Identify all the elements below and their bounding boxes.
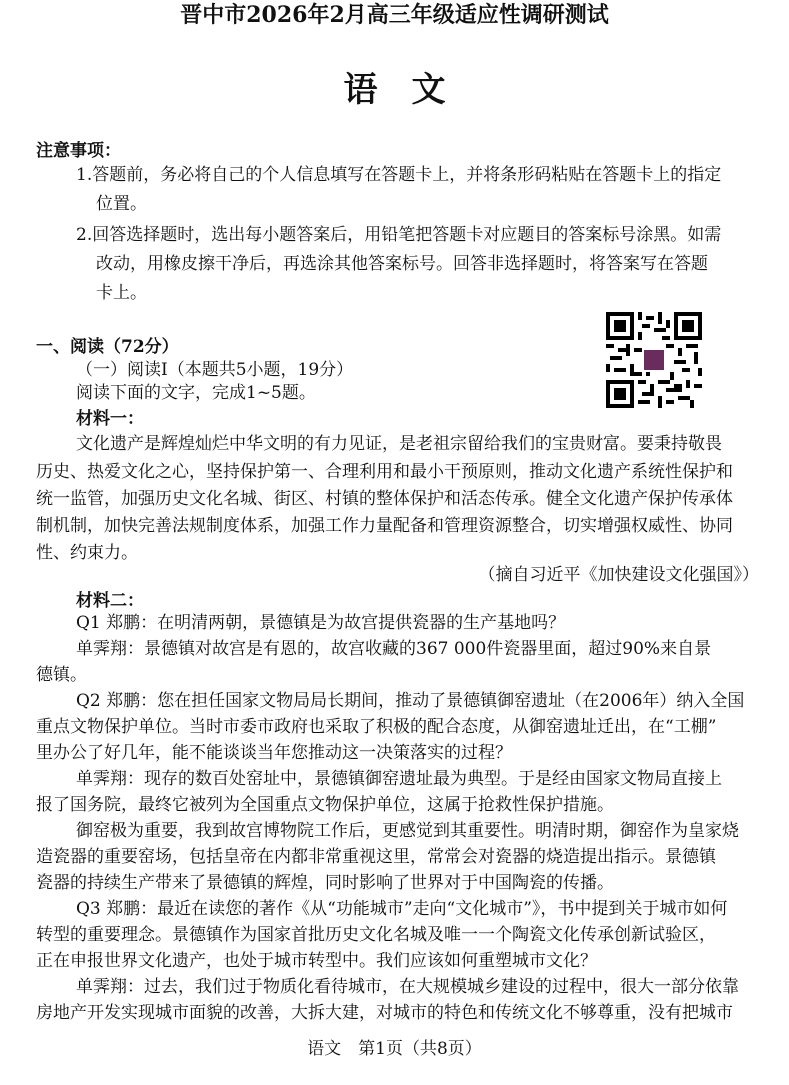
material2-title: 材料二：: [76, 591, 144, 611]
material2-line: 正在申报世界文化遗产，也处于城市转型中。我们应该如何重塑城市文化？: [36, 951, 597, 971]
material2-line: 里办公了好几年，能不能谈谈当年您推动这一决策落实的过程？: [36, 743, 512, 763]
material1-title: 材料一：: [76, 409, 144, 429]
qr-logo: [644, 350, 664, 370]
material2-line: 造瓷器的重要窑场，包括皇帝在内都非常重视这里，常常会对瓷器的烧造提出指示。景德镇: [36, 847, 716, 867]
material1-line: 性、约束力。: [36, 543, 138, 563]
material2-line: 重点文物保护单位。当时市委市政府也采取了积极的配合态度，从御窑遗址迁出，在“工棚”: [36, 717, 717, 737]
section-instruction: 阅读下面的文字，完成1~5题。: [76, 383, 316, 403]
notes-item-2-line-3: 卡上。: [96, 283, 147, 303]
notes-item-1-line-1: 1.答题前，务必将自己的个人信息填写在答题卡上，并将条形码粘贴在答题卡上的指定: [76, 165, 722, 185]
material2-line: Q1 郑鹏：在明清两朝，景德镇是为故宫提供瓷器的生产基地吗？: [76, 613, 566, 633]
section-part: （一）阅读Ⅰ（本题共5小题，19分）: [76, 360, 354, 380]
subject-title: 语 文: [343, 70, 446, 110]
material2-line: 转型的重要理念。景德镇作为国家首批历史文化名城及唯一一个陶瓷文化传承创新试验区，: [36, 925, 716, 945]
material2-line: 单霁翔：景德镇对故宫是有恩的，故宫收藏的367 000件瓷器里面，超过90%来自景: [76, 639, 712, 659]
material2-line: Q3 郑鹏：最近在读您的著作《从“功能城市”走向“文化城市”》，书中提到关于城市如何: [76, 899, 728, 919]
material2-line: 德镇。: [36, 665, 87, 685]
material1-line: 制机制，加快完善法规制度体系，加强工作力量配备和管理资源整合，切实增强权威性、协同: [36, 516, 733, 536]
material2-line: 单霁翔：过去，我们过于物质化看待城市，在大规模城乡建设的过程中，很大一部分依靠: [76, 977, 739, 997]
exam-title: 晋中市2026年2月高三年级适应性调研测试: [180, 2, 609, 28]
material2-line: Q2 郑鹏：您在担任国家文物局局长期间，推动了景德镇御窑遗址（在2006年）纳入全国: [76, 691, 745, 711]
material2-line: 房地产开发实现城市面貌的改善，大拆大建，对城市的特色和传统文化不够尊重，没有把城市: [36, 1003, 733, 1023]
page-number: 语文 第1页（共8页）: [307, 1039, 482, 1059]
section-title: 一、阅读（72分）: [36, 337, 179, 357]
material2-line: 瓷器的持续生产带来了景德镇的辉煌，同时影响了世界对于中国陶瓷的传播。: [36, 873, 614, 893]
qr-code: [606, 312, 702, 408]
material1-line: 历史、热爱文化之心，坚持保护第一、合理利用和最小干预原则，推动文化遗产系统性保护和: [36, 462, 733, 482]
material1-line: 文化遗产是辉煌灿烂中华文明的有力见证，是老祖宗留给我们的宝贵财富。要秉持敬畏: [76, 434, 722, 454]
material2-line: 报了国务院，最终它被列为全国重点文物保护单位，这属于抢救性保护措施。: [36, 795, 614, 815]
material2-line: 御窑极为重要，我到故宫博物院工作后，更感觉到其重要性。明清时期，御窑作为皇家烧: [76, 821, 739, 841]
notes-item-1-line-2: 位置。: [96, 194, 147, 214]
notes-item-2-line-1: 2.回答选择题时，选出每小题答案后，用铅笔把答题卡对应题目的答案标号涂黑。如需: [76, 225, 722, 245]
material2-line: 单霁翔：现存的数百处窑址中，景德镇御窑遗址最为典型。于是经由国家文物局直接上: [76, 769, 722, 789]
notes-title: 注意事项：: [36, 141, 121, 161]
notes-item-2-line-2: 改动，用橡皮擦干净后，再选涂其他答案标号。回答非选择题时，将答案写在答题: [96, 254, 708, 274]
material1-line: 统一监管，加强历史文化名城、街区、村镇的整体保护和活态传承。健全文化遗产保护传承体: [36, 489, 733, 509]
material1-source: （摘自习近平《加快建设文化强国》）: [478, 565, 759, 585]
